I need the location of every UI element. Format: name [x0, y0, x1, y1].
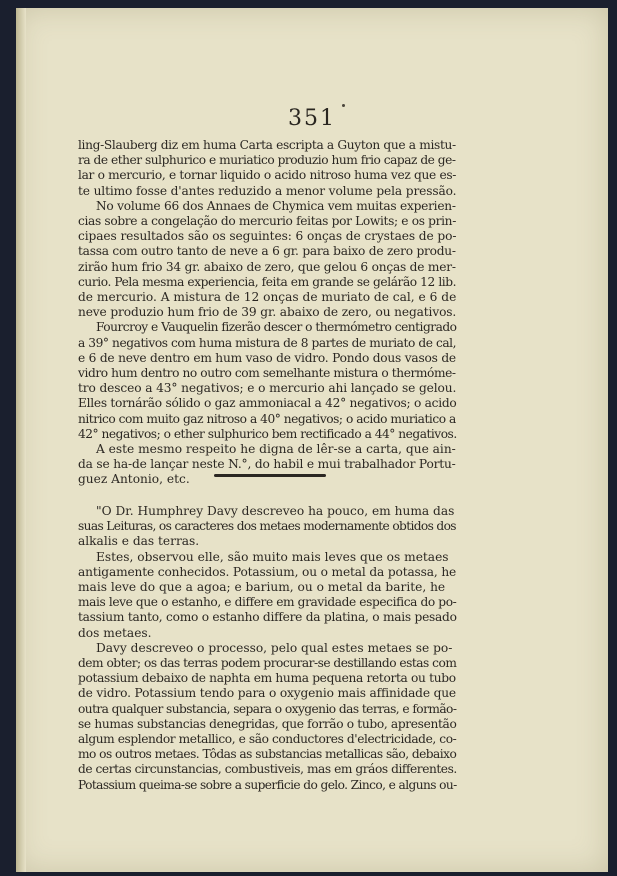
text-line: outra qualquer substancia, separa o oxygenio das terras, e formão- — [78, 701, 457, 716]
text-line: nitrico com muito gaz nitroso a 40° negativos; o acido muriatico a — [78, 411, 456, 426]
text-line: mais leve do que a agoa; e barium, ou o metal da barite, he — [78, 580, 446, 595]
text-line: e 6 de neve dentro em hum vaso de vidro. Pondo dous vasos de — [78, 350, 456, 365]
text-line: de vidro. Potassium tendo para o oxygenio mais affinidade que — [78, 686, 456, 701]
text-line: No volume 66 dos Annaes de Chymica vem muitas experien- — [96, 198, 456, 213]
text-line: mais leve que o estanho, e differe em gravidade especifica do po- — [78, 595, 457, 610]
text-line: se humas substancias denegridas, que forrão o tubo, apresentão — [78, 716, 457, 731]
text-line: lar o mercurio, e tornar liquido o acido nitroso huma vez que es- — [78, 168, 457, 183]
text-line: da se ha-de lançar neste N.°, do habil e mui trabalhador Portu- — [78, 457, 456, 472]
text-line: antigamente conhecidos. Potassium, ou o metal da potassa, he — [78, 564, 457, 579]
text-line: te ultimo fosse d'antes reduzido a menor volume pela pressão. — [78, 183, 457, 198]
section-divider — [214, 474, 326, 477]
text-line: Elles tornárão sólido o gaz ammoniacal a 42° negativos; o acido — [78, 396, 457, 411]
page-edge — [16, 8, 26, 872]
text-line: suas Leituras, os caracteres dos metaes modernamente obtidos dos — [78, 519, 456, 534]
text-block-2 — [78, 504, 456, 793]
text-line: de mercurio. A mistura de 12 onças de muriato de cal, e 6 de — [78, 290, 457, 305]
text-line: cipaes resultados são os seguintes: 6 onças de crystaes de po- — [78, 229, 457, 244]
text-line: Fourcroy e Vauquelin fizerão descer o thermómetro centigrado — [96, 320, 457, 335]
text-line: algum esplendor metallico, e são conductores d'electricidade, co- — [78, 732, 457, 747]
text-line: Estes, observou elle, são muito mais leves que os metaes — [96, 549, 449, 564]
text-line: zirão hum frio 34 gr. abaixo de zero, que gelou 6 onças de mer- — [78, 259, 456, 274]
text-line: "O Dr. Humphrey Davy descreveo ha pouco, em huma das — [96, 504, 455, 518]
text-line: tassa com outro tanto de neve a 6 gr. para baixo de zero produ- — [78, 244, 456, 259]
text-line: tro desceo a 43° negativos; e o mercurio ahi lançado se gelou. — [78, 381, 457, 396]
page-number: 351 — [288, 106, 336, 131]
text-line: a 39° negativos com huma mistura de 8 partes de muriato de cal, — [78, 335, 457, 350]
text-line: 42° negativos; o ether sulphurico bem rectificado a 44° negativos. — [78, 426, 457, 441]
book-page — [16, 8, 608, 872]
text-line: Davy descreveo o processo, pelo qual estes metaes se po- — [96, 640, 453, 655]
text-line: neve produzio hum frio de 39 gr. abaixo de zero, ou negativos. — [78, 305, 457, 320]
text-line: alkalis e das terras. — [78, 534, 200, 549]
text-line: vidro hum dentro no outro com semelhante mistura o thermóme- — [78, 366, 456, 381]
text-line: ra de ether sulphurico e muriatico produzio hum frio capaz de ge- — [78, 153, 456, 168]
text-line: de certas circunstancias, combustiveis, mas em gráos differentes. — [78, 762, 457, 777]
text-line: cias sobre a congelação do mercurio feitas por Lowits; e os prin- — [78, 214, 456, 229]
text-line: curio. Pela mesma experiencia, feita em grande se gelárão 12 lib. — [78, 274, 457, 289]
text-line: tassium tanto, como o estanho differe da platina, o mais pesado — [78, 610, 457, 625]
text-line: potassium debaixo de naphta em huma pequena retorta ou tubo — [78, 671, 456, 686]
text-line: guez Antonio, etc. — [78, 472, 190, 487]
text-line: Potassium queima-se sobre a superficie do gelo. Zinco, e alguns ou- — [78, 777, 457, 792]
text-line: ling-Slauberg diz em huma Carta escripta a Guyton que a mistu- — [78, 138, 456, 152]
text-line: A este mesmo respeito he digna de lêr-se a carta, que ain- — [96, 442, 456, 457]
text-block-1 — [78, 138, 456, 488]
text-line: dos metaes. — [78, 625, 152, 640]
text-line: dem obter; os das terras podem procurar-se destillando estas com — [78, 656, 457, 671]
text-line: mo os outros metaes. Tôdas as substancias metallicas são, debaixo — [78, 747, 457, 762]
